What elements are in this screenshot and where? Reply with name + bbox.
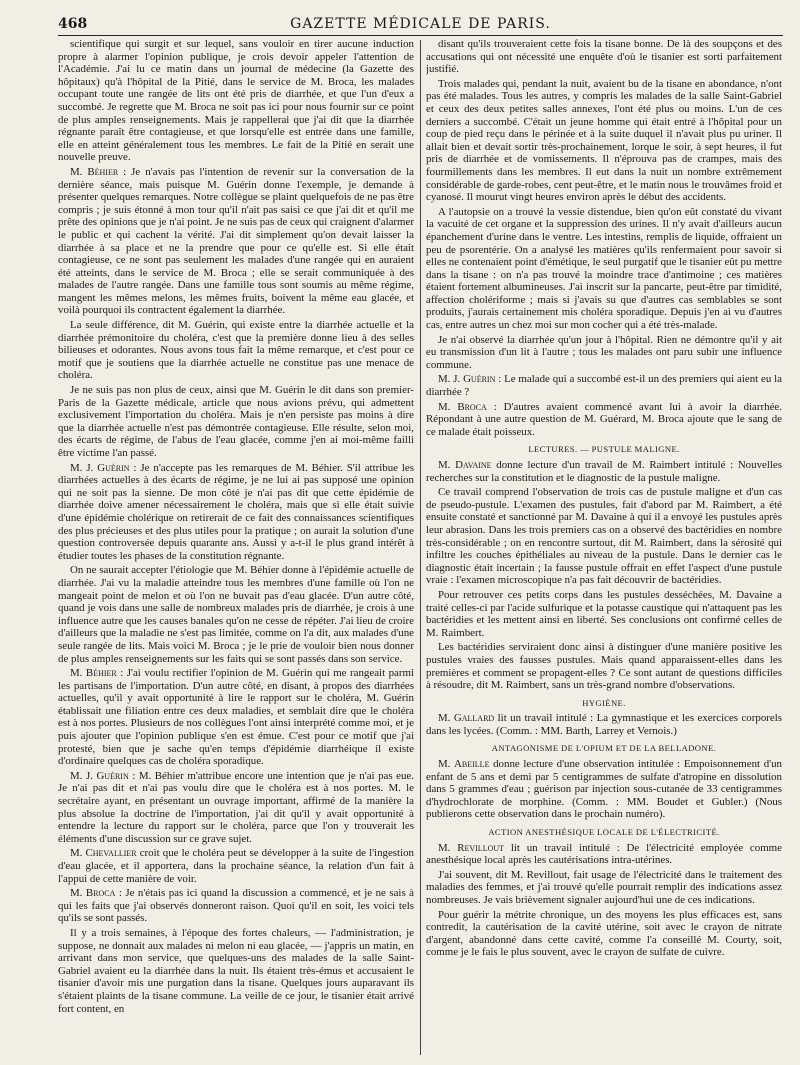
paragraph (426, 712, 782, 737)
paragraph-text: Pour guérir la métrite chronique, un des moyens les plus efficaces est, sans contredit, la cautérisation de la cavité utérine, soit avec le crayon de nitrate d'argent, abandonné dans cette cavité, comme l'a conseillé M. Courty, soit, comme je le fais le plus souvent, avec le crayon de sulfate de cuivre. (426, 908, 782, 959)
paragraph-text: La seule différence, dit M. Guérin, qui existe entre la diarrhée actuelle et la diarrhée prémonitoire du choléra, c'est que la première donne lieu à des selles bilieuses et odorantes. Nous avons tous fait la même remarque, et c'est pour ce motif que je soutiens que la diarrhée actuelle ne constitue pas une menace de choléra. (58, 319, 414, 382)
paragraph-text: scientifique qui surgit et sur lequel, sans vouloir en tirer aucune induction propre à alarmer l'opinion publique, je crois devoir appeler l'attention de l'Académie. J'ai lu ce matin dans un journal de médecine (la Gazette des hôpitaux) qu'à l'hôpital de la Pitié, dans le service de M. Broca, les malades occupant toute une rangée de lits ont été pris de diarrhée, et que l'un d'eux a succombé. Je regrette que M. Broca ne soit pas ici pour nous fournir sur ce point de plus amples renseignements. Mais je rappellerai que j'ai dit que la diarrhée régnante paraît être contagieuse, et que lorsqu'elle est entrée dans une famille, elle en atteint généralement tous les membres. Le fait de la Pitié en serait une nouvelle preuve. (58, 38, 414, 164)
left-column (58, 38, 414, 1060)
paragraph (426, 909, 782, 959)
paragraph (58, 166, 414, 317)
speaker-prefix: M. (70, 667, 86, 680)
paragraph (426, 758, 782, 821)
paragraph (426, 641, 782, 691)
antagonisme-paragraphs (426, 758, 782, 821)
speaker-prefix: M. (70, 887, 86, 900)
speaker-prefix: M. (438, 400, 458, 413)
paragraph (426, 401, 782, 439)
paragraph (426, 373, 782, 398)
speaker-prefix: M. (438, 712, 454, 725)
speaker-name: Guérin (96, 769, 129, 782)
speaker-name: Béhier (85, 667, 117, 680)
journal-title: GAZETTE MÉDICALE DE PARIS. (290, 16, 551, 32)
paragraph (426, 869, 782, 907)
paragraph-text: J'ai souvent, dit M. Revillout, fait usage de l'électricité dans le traitement des maladies des femmes, et j'ai trouvé qu'elle pourrait remplir des indications assez nombreuses. Je vais brièvement signaler aujourd'hui une de ces indications. (426, 868, 782, 906)
section-heading-action: ACTION ANESTHÉSIQUE LOCALE DE L'ÉLECTRICITÉ. (488, 827, 720, 838)
right-paragraphs (426, 38, 782, 438)
paragraph (426, 334, 782, 372)
speaker-prefix: M. (438, 758, 455, 771)
paragraph (58, 927, 414, 1015)
speaker-name: Gallard (453, 712, 495, 725)
speaker-name: Béhier (87, 165, 119, 178)
paragraph (58, 38, 414, 164)
paragraph-text: On ne saurait accepter l'étiologie que M. Béhier donne à l'épidémie actuelle de diarrhée. J'ai vu la maladie atteindre tous les membres d'une famille où l'on ne mangeait point de melon et où l'on ne buvait pas d'eau glacée. D'un autre côté, quand je vois dans une salle de nombreux malades pris de diarrhée, je crois à une influence autre que les causes banales qu'on ne cesse de répéter. J'ai lieu de croire d'ailleurs que la maladie ne s'est pas limitée, comme on l'a dit, aux malades d'une seule rangée de lits. Mais voici M. Broca ; je le prie de vouloir bien nous donner de plus amples renseignements sur les faits qui se sont passés dans son service. (58, 564, 414, 665)
speaker-name: Abeille (454, 758, 490, 771)
paragraph-text: lit un travail intitulé : La gymnastique et les exercices corporels dans les lycées. (Comm. : MM. Barth, Larrey et Vernois.) (426, 712, 782, 737)
paragraph-text: : Je n'étais pas ici quand la discussion a commencé, et je ne sais à qui les faits que j'ai observés donneront raison. Quoi qu'il en soit, les voici tels qu'ils se sont passés. (58, 887, 414, 925)
paragraph-text: Pour retrouver ces petits corps dans les pustules desséchées, M. Davaine a traité celles-ci par l'acide sulfurique et la potasse caustique qui n'attaquent pas les bactéridies et les mettent ainsi en liberté. Ses conclusions ont confirmé celles de M. Raimbert. (426, 588, 782, 639)
paragraph (58, 847, 414, 885)
paragraph-text: Trois malades qui, pendant la nuit, avaient bu de la tisane en abondance, n'ont pas été malades. Tous les autres, y compris les malades de la salle Saint-Gabriel et ceux des deux petites salles annexes, l'ont été plus ou moins. L'un de ces derniers a succombé. C'était un jeune homme qui était entré à l'hôpital pour un coup de pied reçu dans le périnée et à la suite duquel il n'avait plus pu uriner. Il allait bien et devait sortir très-prochainement, lorque le soir, à sept heures, il fut pris de diarrhée et de vomissements. Il n'éprouva pas de crampes, mais des fourmillements dans les membres. Il eut dans la nuit un nombre extrêmement considérable de garde-robes, cent peut-être, et le matin nous le trouvâmes froid et cyanosé. Il mourut vingt heures environ après le début des accidents. (426, 77, 782, 204)
paragraph-text: donne lecture d'un travail de M. Raimbert intitulé : Nouvelles recherches sur la constitution et le diagnostic de la pustule maligne. (426, 459, 782, 484)
paragraph (426, 206, 782, 332)
paragraph (58, 667, 414, 768)
speaker-prefix: M. J. (70, 769, 97, 782)
paragraph (58, 384, 414, 460)
hygiene-paragraphs (426, 712, 782, 737)
speaker-prefix: M. J. (438, 373, 464, 386)
paragraph-text: : J'ai voulu rectifier l'opinion de M. Guérin qui me rangeait parmi les partisans de l'importation. D'un autre côté, en disant, à propos des diarrhées actuelles, qu'il y avait opportunité à lire le rapport sur le choléra, M. Guérin établissait une filiation entre ces deux maladies, et semblait dire que le choléra est à nos portes. Plusieurs de nos collègues l'ont ainsi interprété comme moi, et je puis ajouter que l'opinion publique s'en est émue. C'est pour ce motif que j'ai protesté, bien que je sache qu'en temps d'épidémie diarrhéique il existe d'ordinaire quelques cas de choléra sporadique. (58, 667, 414, 768)
lectures-paragraphs (426, 459, 782, 692)
paragraph (426, 589, 782, 639)
speaker-name: Broca (85, 887, 116, 900)
paragraph-text: Ce travail comprend l'observation de trois cas de pustule maligne et d'un cas de pseudo-pustule. L'examen des pustules, fait d'abord par M. Raimbert, a été ensuite constaté et sanctionné par M. Davaine à qui il a envoyé les pustules après leur abrasion. Dans les trois premiers cas on a observé des bactéridies en nombre très-considérable ; on en rencontre surtout, dit M. Raimbert, dans la sérosité qui infiltre les couches épithéliales au niveau de la pustule. Dans le dernier cas le diagnostic était incertain ; la fausse pustule offrait en effet l'aspect d'une pustule vraie : l'examen microscopique n'a pas fait découvrir de bactéridies. (426, 486, 782, 587)
section-heading-antagonisme: ANTAGONISME DE L'OPIUM ET DE LA BELLADONE. (491, 743, 717, 754)
speaker-prefix: M. (438, 459, 456, 471)
paragraph-text: : Je n'avais pas l'intention de revenir sur la conversation de la dernière séance, mais puisque M. Guérin donne l'exemple, je demande à présenter quelques remarques. Notre collègue se plaint quelquefois de ne pas être compris ; je suis étonné à mon tour qu'il n'ait pas saisi ce que j'ai dit et qu'il me prête des opinions que je n'ai point. Je ne suis pas de ceux qui craignent d'alarmer le public et qui cachent la vérité. J'ai dit simplement qu'on devait laisser la diarrhée à sa place et ne la prendre que pour ce qu'elle est. Si elle était contagieuse, ce ne sont pas seulement les malades d'une rangée qui en auraient été atteints, dans le service de M. Broca ; elle se serait communiquée à des malades de l'autre rangée. Dans une famille tous sont soumis au même régime, mangent les mêmes melons, les mêmes fruits, boivent la même eau glacée, et voilà pourquoi ils contractent également la diarrhée. (58, 165, 414, 317)
paragraph-text: : Je n'accepte pas les remarques de M. Béhier. S'il attribue les diarrhées actuelles à des écarts de régime, je ne lui ai pas supposé une opinion qui ne soit pas la sienne. De mon côté je n'ai pas dit que cette épidémie de diarrhée doive amener nécessairement le choléra, mais que si elle était suivie d'une épidémie cholérique on retirerait de ce fait des connaissances scientifiques des plus précieuses et des plus utiles pour la pratique ; on aurait la solution d'une question controversée depuis quarante ans. Aussi y a-t-il le plus grand intérêt à étudier toutes les phases de la constitution régnante. (58, 461, 414, 562)
section-heading-lectures: LECTURES. — PUSTULE MALIGNE. (528, 444, 680, 455)
speaker-name: Broca (457, 400, 487, 413)
paragraph-text: croit que le choléra peut se développer à la suite de l'ingestion d'eau glacée, et il apportera, dans la prochaine séance, la relation d'un fait à l'appui de cette manière de voir. (58, 847, 414, 885)
paragraph-text: : Le malade qui a succombé est-il un des premiers qui aient eu la diarrhée ? (426, 373, 782, 399)
speaker-name: Revillout (457, 841, 505, 854)
paragraph (426, 459, 782, 484)
paragraph (58, 564, 414, 665)
paragraph (58, 319, 414, 382)
paragraph-text: Les bactéridies serviraient donc ainsi à distinguer d'une manière positive les pustules vraies des fausses pustules. Mais quand apparaissent-elles dans les premières et comment se propagent-elles ? Ce sont autant de questions difficiles à résoudre, dit M. Raimbert, sans un très-grand nombre d'observations. (426, 641, 782, 692)
page-number: 468 (58, 16, 88, 32)
speaker-name: Chevallier (85, 847, 137, 860)
paragraph (426, 78, 782, 204)
paragraph-text: Je ne suis pas non plus de ceux, ainsi que M. Guérin le dit dans son premier-Paris de la Gazette médicale, article que nous avions prévu, qui admettent exclusivement l'importation du choléra. Mais je n'en persiste pas moins à dire que la diarrhée actuelle n'est pas démontrée contagieuse. Elle résulte, selon moi, des écarts de régime, de l'abus de l'eau glacée, comme j'en ai moi-même failli être victime l'an passé. (58, 384, 414, 459)
speaker-prefix: M. (438, 841, 458, 854)
paragraph (58, 462, 414, 563)
section-heading-hygiene: HYGIÈNE. (582, 697, 626, 708)
paragraph (58, 770, 414, 846)
paragraph-text: Je n'ai observé la diarrhée qu'un jour à l'hôpital. Rien ne démontre qu'il y ait eu transmission d'un lit à l'autre ; tous les malades ont paru subir une influence commune. (426, 333, 782, 371)
paragraph-text: : D'autres avaient commencé avant lui à avoir la diarrhée. Répondant à une autre question de M. Guérard, M. Broca ajoute que le sang de ce malade était poisseux. (426, 400, 782, 438)
paragraph-text: Il y a trois semaines, à l'époque des fortes chaleurs, — l'administration, je suppose, ne donnait aux malades ni melon ni eau glacée, — j'appris un matin, en arrivant dans mon service, que quelques-uns des malades de la salle Saint-Gabriel avaient eu la diarrhée dans la nuit. Ils étaient très-émus et accusaient le tisanier d'avoir mis une purgation dans la tisane. Quelques jours auparavant ils s'étaient plaints de la tisane commune. La veille de ce jour, le tisanier était arrivé fort content, en (58, 926, 414, 1015)
paragraph (58, 887, 414, 925)
paragraph-text: lit un travail intitulé : De l'électricité employée comme anesthésique local après les cautérisations intra-utérines. (426, 841, 782, 867)
paragraph (426, 842, 782, 867)
paragraph-text: disant qu'ils trouveraient cette fois la tisane bonne. De là des soupçons et des accusations qui ont nécessité une enquête d'où le tisanier est sorti parfaitement justifié. (426, 38, 782, 76)
paragraph-text: donne lecture d'une observation intitulée : Empoisonnement d'un enfant de 5 ans et demi par 5 centigrammes de sulfate d'atropine en dissolution dans 5 grammes d'eau ; guérison par injection sous-cutanée de 33 centigrammes d'hydrochlorate de morphine. (Comm. : MM. Boudet et Gubler.) (Nous publierons cette observation dans le prochain numéro). (426, 758, 782, 821)
page-header (58, 14, 783, 36)
speaker-prefix: M. (70, 165, 88, 178)
paragraph-text: : M. Béhier m'attribue encore une intention que je n'ai pas eue. Je n'ai pas dit et n'ai pas voulu dire que le choléra est à nos portes. M. le secrétaire ayant, en présentant un ouvrage important, affirmé de la manière la plus absolue la doctrine de l'importation, j'ai dit qu'il y avait opportunité à entendre la lecture du rapport sur le choléra, parce que l'on y trouverait les éléments d'une discussion sur ce grave sujet. (58, 769, 414, 845)
speaker-name: Guérin (97, 461, 130, 474)
speaker-name: Davaine (455, 459, 492, 471)
paragraph (426, 38, 782, 76)
action-paragraphs (426, 842, 782, 959)
right-column (426, 38, 782, 1060)
column-rule (420, 40, 421, 1055)
paragraph (426, 486, 782, 587)
speaker-prefix: M. J. (70, 461, 98, 474)
speaker-name: Guérin (463, 373, 496, 386)
speaker-prefix: M. (70, 847, 86, 860)
header-rule (58, 35, 783, 36)
paragraph-text: A l'autopsie on a trouvé la vessie distendue, bien qu'on eût constaté du vivant la vacuité de cet organe et la suppression des urines. Il n'y avait d'ailleurs aucun épanchement d'urine dans le ventre. Les intestins, remplis de liquide, offraient un peu de psorentérie. On a analysé les matières qu'ils renfermaient pour savoir si elles ne contenaient point d'émétique, le seul purgatif que le tisanier eût pu mettre dans la tisane : on n'a pas trouvé la moindre trace d'antimoine ; ces matières étaient fortement albumineuses. J'ai inscrit sur la pancarte, peut-être par timidité, affection cholériforme ; mais si j'avais su que d'autres cas semblables se sont produits, j'aurais certainement mis choléra sporadique. Depuis j'en ai vu d'autres cas, entre autres un chez moi sur mon cocher qui a été très-malade. (426, 205, 782, 332)
